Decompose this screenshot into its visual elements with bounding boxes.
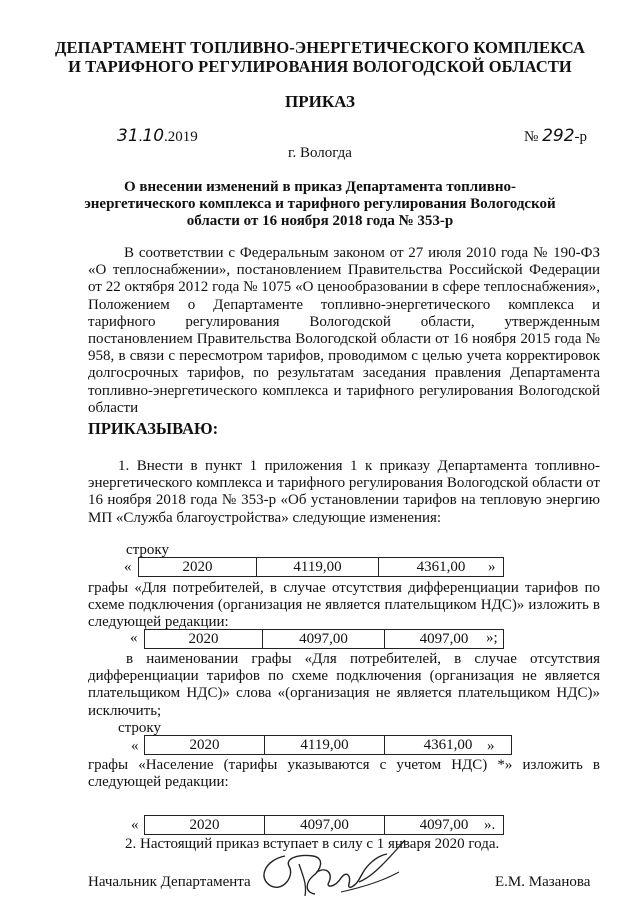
- quote-close-1: »: [488, 559, 496, 575]
- signatory-name: Е.М. Мазанова: [495, 874, 591, 890]
- signatory-position: Начальник Департамента: [88, 874, 251, 890]
- order-title: ПРИКАЗ: [285, 92, 355, 111]
- quote-close-2: »;: [486, 630, 498, 646]
- table1-year: 2020: [139, 558, 257, 576]
- quote-open-4: «: [131, 817, 139, 833]
- quote-open-2: «: [130, 630, 138, 646]
- table3-year: 2020: [145, 736, 265, 754]
- date-day: 31: [117, 126, 139, 146]
- table-row-1: [138, 557, 504, 577]
- preamble: В соответствии с Федеральным законом от 27 июля 2010 года № 190-ФЗ «О теплоснабжении», постановлением Правительства Российской Федерации от 22 октября 2012 года № 1075 «О ценообразовании в сфере теплоснабжения», Положением о Департаменте топливно-энергетического комплекса и тарифного регулирования Вологодской области, утвержденным постановлением Правительства Вологодской области от 16 ноября 2015 года № 958, в связи с пересмотром тарифов, проводимом с целью учета корректировок долгосрочных тарифов, по результатам заседания правления Департамента топливно-энергетического комплекса и тарифного регулирования Вологодской области: [88, 245, 600, 416]
- quote-close-3: »: [487, 738, 495, 754]
- table-row-3: [144, 735, 512, 755]
- table2-value2: 4097,00: [419, 631, 469, 647]
- table3-value1: 4119,00: [265, 736, 385, 754]
- number-suffix: -р: [574, 129, 588, 145]
- department-name-line1: ДЕПАРТАМЕНТ ТОПЛИВНО-ЭНЕРГЕТИЧЕСКОГО КОМПЛЕКСА: [55, 38, 585, 57]
- table4-year: 2020: [145, 816, 265, 834]
- graph2-text: графы «Население (тарифы указываются с учетом НДС) *» изложить в следующей редакции:: [88, 757, 600, 791]
- table4-value2: 4097,00: [419, 817, 469, 833]
- handwritten-signature: [255, 826, 425, 900]
- quote-open-1: «: [124, 559, 132, 575]
- item1-intro: 1. Внести в пункт 1 приложения 1 к приказу Департамента топливно-энергетического комплекса и тарифного регулирования Вологодской области от 16 ноября 2018 года № 353-р «Об установлении тарифов на тепловую энергию МП «Служба благоустройства» следующие изменения:: [88, 458, 600, 526]
- graph1-text: графы «Для потребителей, в случае отсутствия дифференциации тарифов по схеме подключения (организация не является плательщиком НДС)» изложить в следующей редакции:: [88, 580, 600, 631]
- table3-value2: 4361,00: [423, 737, 473, 753]
- quote-open-3: «: [131, 738, 139, 754]
- date-month: 10: [142, 126, 165, 146]
- table4-value1: 4097,00: [265, 816, 385, 834]
- subject-line2: энергетического комплекса и тарифного регулирования Вологодской: [84, 196, 556, 212]
- table1-value1: 4119,00: [257, 558, 379, 576]
- date-sep: .: [138, 129, 143, 145]
- signature-graphic: [255, 826, 425, 900]
- table2-value1: 4097,00: [263, 630, 385, 648]
- quote-close-4: ».: [484, 817, 496, 833]
- subject-line3: области от 16 ноября 2018 года № 353-р: [186, 213, 454, 229]
- number-value: 292: [542, 126, 575, 146]
- rename-text: в наименовании графы «Для потребителей, в случае отсутствия дифференциации тарифов по схеме подключения (организация не является плательщиком НДС)» слова «(организация не является плательщиком НДС)» исключить;: [88, 651, 600, 719]
- number-prefix: №: [524, 129, 539, 145]
- table1-value2: 4361,00: [416, 559, 466, 575]
- date-year: .2019: [164, 129, 198, 145]
- order-number: [524, 126, 587, 146]
- order-word: ПРИКАЗЫВАЮ:: [88, 419, 219, 438]
- row-label-2: строку: [118, 720, 161, 736]
- subject-line1: О внесении изменений в приказ Департамента топливно-: [123, 179, 517, 195]
- row-label-1: строку: [126, 542, 169, 558]
- table-row-2: [144, 629, 504, 649]
- order-date: [117, 126, 198, 146]
- department-name-line2: И ТАРИФНОГО РЕГУЛИРОВАНИЯ ВОЛОГОДСКОЙ ОБЛАСТИ: [68, 57, 572, 76]
- city: г. Вологда: [288, 145, 352, 161]
- table2-year: 2020: [145, 630, 263, 648]
- item2: 2. Настоящий приказ вступает в силу с 1 января 2020 года.: [125, 836, 500, 852]
